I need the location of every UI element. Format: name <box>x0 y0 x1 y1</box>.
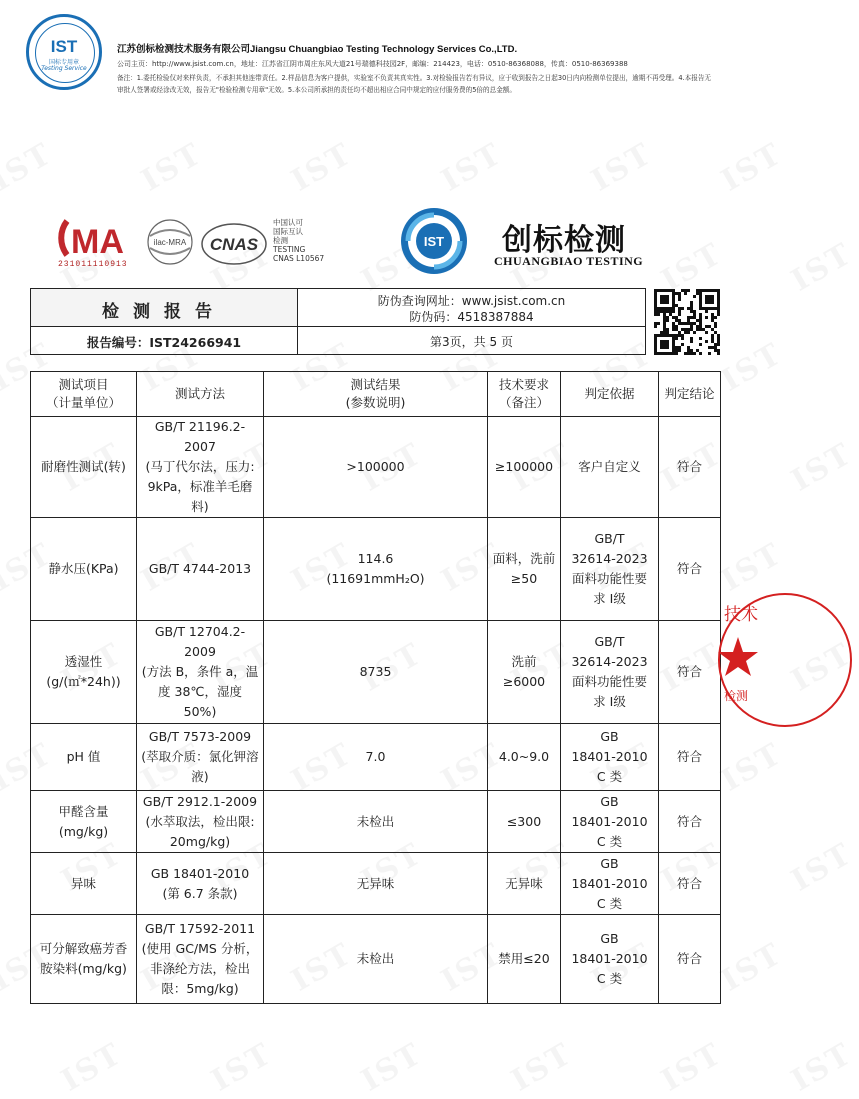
report-number: 报告编号：IST24266941 <box>86 335 242 350</box>
conclusion-cell: 符合 <box>659 853 721 915</box>
cnas-line: 国际互认 <box>273 227 303 236</box>
column-header-line: 测试结果 <box>350 377 401 392</box>
watermark-text <box>136 136 209 198</box>
cnas-line: CNAS L10567 <box>273 254 325 263</box>
test-result-cell <box>264 724 488 791</box>
requirement-cell <box>488 621 561 724</box>
test-method-line: 9kPa，标准羊毛磨 <box>147 479 253 494</box>
cnas-line: 检测 <box>273 236 288 245</box>
test-result-line: 未检出 <box>356 951 395 966</box>
test-method-line: (萃取介质：氯化钾溶 <box>141 749 259 764</box>
judgment-basis-line: C 类 <box>596 971 623 986</box>
test-method-line: (水萃取法，检出限: <box>145 813 255 829</box>
test-method-line: GB/T 21196.2-2007 <box>154 419 246 454</box>
test-item-line: 耐磨性测试(转) <box>41 459 126 474</box>
column-header <box>31 372 137 417</box>
test-item-cell <box>31 518 137 621</box>
report-header-table <box>30 288 646 355</box>
brand-name-cn: 创标检测 <box>502 223 626 258</box>
judgment-basis-line: C 类 <box>596 833 623 849</box>
test-method-line: GB/T 17592-2011 <box>144 921 256 936</box>
cma-text: MA <box>71 223 124 261</box>
watermark-text <box>656 1036 729 1098</box>
judgment-basis-cell <box>561 853 659 915</box>
judgment-basis-line: 客户自定义 <box>578 459 641 474</box>
requirement-cell <box>488 518 561 621</box>
test-method-line: GB/T 2912.1-2009 <box>142 793 258 809</box>
test-result-line: 114.6 <box>357 551 394 566</box>
judgment-basis-line: GB/T <box>594 531 625 546</box>
report-title: 检测报告 <box>102 302 226 322</box>
test-result-line: 7.0 <box>365 749 386 764</box>
column-header-line: 判定结论 <box>664 386 715 401</box>
stamp-top-text: 技术 <box>724 605 758 625</box>
judgment-basis-line: 面料功能性要 <box>571 674 647 689</box>
test-method-line: 度 38℃，湿度 50%) <box>158 684 242 719</box>
test-item-line: 静水压(KPa) <box>48 561 119 576</box>
anti-fake-code: 防伪码：4518387884 <box>409 310 534 324</box>
anti-fake-cell <box>298 289 645 327</box>
test-method-line: (方法 B，条件 a，温 <box>141 664 259 679</box>
test-method-cell <box>137 724 264 791</box>
requirement-line: ≥100000 <box>494 459 554 474</box>
test-item-cell <box>31 621 137 724</box>
requirement-cell <box>488 417 561 518</box>
cnas-info <box>273 218 324 263</box>
judgment-basis-line: 32614-2023 <box>571 654 648 669</box>
seal-text: IST <box>50 37 78 56</box>
test-method-line: 限：5mg/kg) <box>161 981 239 996</box>
watermark-text <box>286 136 359 198</box>
requirement-cell <box>488 915 561 1004</box>
watermark-text <box>56 1036 129 1098</box>
requirement-cell <box>488 724 561 791</box>
test-method-cell <box>137 915 264 1004</box>
test-result-line: 8735 <box>359 664 392 679</box>
table-row <box>31 417 721 518</box>
judgment-basis-line: GB <box>600 793 619 809</box>
judgment-basis-cell <box>561 915 659 1004</box>
test-method-line: GB/T 4744-2013 <box>148 561 252 576</box>
requirement-line: 无异味 <box>505 875 543 891</box>
stamp-bottom-text: 检测 <box>724 689 749 703</box>
column-header <box>264 372 488 417</box>
table-header-row <box>31 372 721 417</box>
judgment-basis-cell <box>561 724 659 791</box>
cma-number: 231011110913 <box>58 260 128 269</box>
conclusion-cell: 符合 <box>659 724 721 791</box>
column-header <box>561 372 659 417</box>
test-method-line: 液) <box>191 769 209 784</box>
requirement-cell <box>488 791 561 853</box>
test-method-line: (第 6.7 条款) <box>162 885 238 901</box>
conclusion-cell: 符合 <box>659 621 721 724</box>
test-result-cell <box>264 791 488 853</box>
column-header <box>137 372 264 417</box>
test-item-cell <box>31 853 137 915</box>
test-method-line: (使用 GC/MS 分析， <box>141 941 259 956</box>
column-header <box>488 372 561 417</box>
column-header-line: 测试方法 <box>174 386 225 401</box>
watermark-text <box>586 136 659 198</box>
requirement-line: 洗前≥6000 <box>502 654 546 689</box>
test-method-line: (马丁代尔法，压力: <box>145 459 255 474</box>
test-item-cell <box>31 417 137 518</box>
judgment-basis-cell <box>561 518 659 621</box>
test-item-cell <box>31 724 137 791</box>
test-method-cell <box>137 417 264 518</box>
company-contact: 公司主页：http://www.jsist.com.cn，地址：江苏省江阴市周庄东风大道21号瑞德科技园2F，邮编：214423，电话：0510-86368088，传真：0510-86369388 <box>117 60 628 68</box>
column-header-line: （备注） <box>498 395 549 410</box>
brand-name-en: CHUANGBIAO TESTING <box>494 254 644 268</box>
watermark-text <box>786 836 859 898</box>
test-method-cell <box>137 853 264 915</box>
test-results-table <box>30 371 721 1004</box>
requirement-line: ≥50 <box>510 571 538 586</box>
test-method-line: 非涤纶方法，检出 <box>149 961 250 976</box>
cnas-line: TESTING <box>273 245 306 254</box>
judgment-basis-line: 18401-2010 <box>571 813 648 829</box>
cnas-logo <box>200 222 268 266</box>
requirement-line: 4.0~9.0 <box>498 749 550 764</box>
conclusion-cell: 符合 <box>659 518 721 621</box>
test-item-cell <box>31 915 137 1004</box>
test-result-line: >100000 <box>346 459 405 474</box>
column-header <box>659 372 721 417</box>
watermark-text <box>206 1036 279 1098</box>
judgment-basis-line: C 类 <box>596 895 623 911</box>
page-info-cell <box>298 327 645 354</box>
table-row <box>31 621 721 724</box>
ilac-mra-logo <box>144 218 196 266</box>
conclusion-cell: 符合 <box>659 915 721 1004</box>
watermark-text <box>356 1036 429 1098</box>
test-item-cell <box>31 791 137 853</box>
qr-code <box>654 289 720 355</box>
requirement-line: ≤300 <box>506 813 542 829</box>
judgment-basis-cell <box>561 621 659 724</box>
ilac-text: ilac-MRA <box>153 238 187 247</box>
table-row <box>31 853 721 915</box>
conclusion-cell: 符合 <box>659 417 721 518</box>
test-result-cell <box>264 417 488 518</box>
watermark-text <box>716 936 789 998</box>
test-method-line: 20mg/kg) <box>169 833 231 849</box>
judgment-basis-line: 18401-2010 <box>571 749 648 764</box>
company-name: 江苏创标检测技术服务有限公司Jiangsu Chuangbiao Testing Technology Services Co.,LTD. <box>117 44 518 55</box>
judgment-basis-line: 18401-2010 <box>571 951 648 966</box>
report-number-cell <box>31 327 298 354</box>
conclusion-cell: 符合 <box>659 791 721 853</box>
column-header-line: (参数说明) <box>345 395 406 410</box>
test-item-line: 可分解致癌芳香 <box>39 941 128 956</box>
test-result-cell <box>264 915 488 1004</box>
watermark-text <box>436 136 509 198</box>
judgment-basis-line: GB/T <box>594 634 625 649</box>
test-method-cell <box>137 518 264 621</box>
report-notes: 备注：1.委托检验仅对来样负责，不承担其他连带责任。2.样品信息为客户提供，实验室不负责其真实性。3.对检验报告若有异议，应于收到报告之日起30日内向检测单位提出，逾期不再受理。4.本报告无审批人签署或经涂改无效，报告无"检验检测专用章"无效。5.本公司所承担的责任均不超出相应合同中规定的应付服务费的5倍的总金额。 <box>117 74 712 94</box>
test-method-line: 料) <box>191 499 209 514</box>
judgment-basis-line: C 类 <box>596 769 623 784</box>
ist-seal-logo <box>26 14 102 90</box>
test-result-cell <box>264 853 488 915</box>
requirement-line: 禁用≤20 <box>498 951 550 966</box>
test-result-line: (11691mmH₂O) <box>326 571 425 586</box>
report-title-cell <box>31 289 298 327</box>
column-header-line: （计量单位） <box>45 395 121 410</box>
watermark-text <box>716 336 789 398</box>
watermark-text <box>0 136 58 198</box>
judgment-basis-line: GB <box>600 729 619 744</box>
watermark-text <box>786 236 859 298</box>
test-method-line: GB/T 7573-2009 <box>148 729 252 744</box>
official-stamp <box>710 590 830 740</box>
test-result-cell <box>264 518 488 621</box>
judgment-basis-line: GB <box>600 855 619 871</box>
test-method-line: GB/T 12704.2-2009 <box>154 624 246 659</box>
test-method-cell <box>137 621 264 724</box>
judgment-basis-line: 面料功能性要 <box>571 571 647 586</box>
column-header-line: 技术要求 <box>498 377 549 392</box>
stamp-star-icon <box>718 637 758 676</box>
watermark-text <box>716 736 789 798</box>
cnas-text: CNAS <box>209 235 259 254</box>
test-item-line: 透湿性 <box>64 654 103 669</box>
judgment-basis-line: 32614-2023 <box>571 551 648 566</box>
test-item-line: 异味 <box>70 875 96 891</box>
column-header-line: 测试项目 <box>58 377 109 392</box>
test-result-cell <box>264 621 488 724</box>
judgment-basis-line: GB <box>600 931 619 946</box>
table-row <box>31 518 721 621</box>
seal-subtext: 国标专用章 <box>48 59 79 66</box>
watermark-text <box>506 1036 579 1098</box>
judgment-basis-line: 求 Ⅰ级 <box>593 694 626 709</box>
cnas-line: 中国认可 <box>273 218 303 227</box>
chuangbiao-logo <box>398 205 470 277</box>
test-method-cell <box>137 791 264 853</box>
watermark-text <box>786 436 859 498</box>
requirement-line: 面料，洗前 <box>492 551 556 566</box>
column-header-line: 判定依据 <box>584 386 635 401</box>
brand-logo-text: IST <box>423 234 445 249</box>
table-row <box>31 791 721 853</box>
test-result-line: 未检出 <box>356 813 395 829</box>
test-item-line: pH 值 <box>66 749 101 764</box>
test-method-line: GB 18401-2010 <box>150 865 250 881</box>
judgment-basis-line: 18401-2010 <box>571 875 648 891</box>
test-item-line: (g/(㎡*24h)) <box>46 674 121 689</box>
test-result-line: 无异味 <box>356 875 395 891</box>
judgment-basis-line: 求 Ⅰ级 <box>593 591 626 606</box>
test-item-line: 甲醛含量 <box>58 803 109 819</box>
seal-subtext-en: Testing Service <box>41 65 87 72</box>
judgment-basis-cell <box>561 417 659 518</box>
watermark-text <box>716 136 789 198</box>
test-item-line: 胺染料(mg/kg) <box>40 961 127 976</box>
page-indicator: 第3页，共 5 页 <box>430 335 513 349</box>
anti-fake-url: 防伪查询网址：www.jsist.com.cn <box>377 294 566 308</box>
table-row <box>31 915 721 1004</box>
test-item-line: (mg/kg) <box>58 823 109 839</box>
requirement-cell <box>488 853 561 915</box>
table-row <box>31 724 721 791</box>
judgment-basis-cell <box>561 791 659 853</box>
watermark-text <box>786 1036 859 1098</box>
